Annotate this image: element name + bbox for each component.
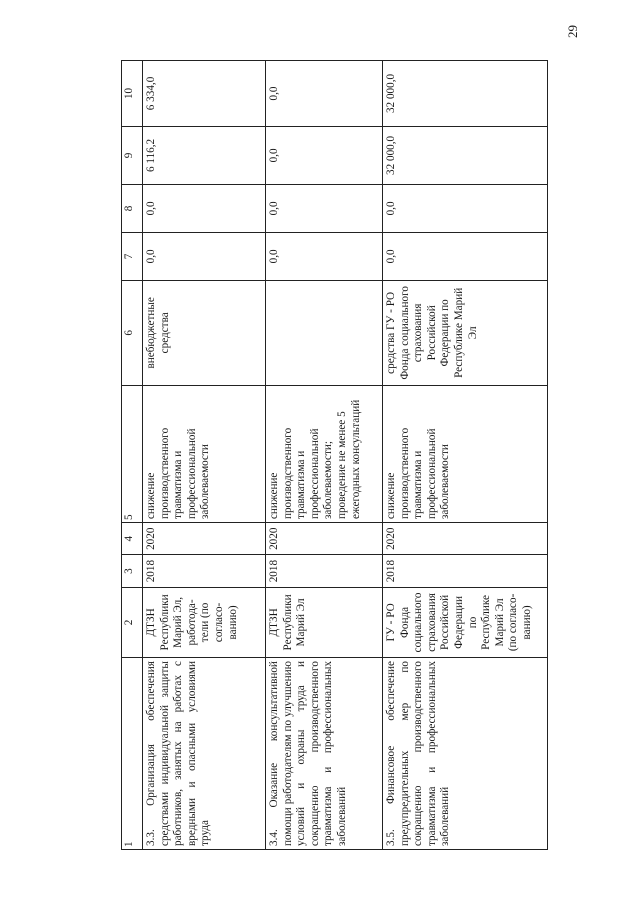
column-header-6: 6 [122,280,143,385]
measure-cell: 3.5. Финансовое обеспечение предупредительных мер по сокращению производственного травматизма и профессиональных заболеваний [383,658,548,850]
measure-cell: 3.4. Оказание консультативной помощи работодателям по улучшению условий и охраны труда и сокращению производственного травматизма и профессиональных заболеваний [266,658,383,850]
rotated-table-container [121,60,541,850]
page-number: 29 [565,25,580,38]
column-header-2: 2 [122,587,143,657]
result-cell: снижение производственного травматизма и профессиональной заболеваемости; проведение не менее 5 ежегодных консультаций [266,385,383,522]
value-cell-7: 0,0 [266,232,383,280]
funding-source-cell: внебюджетные средства [143,280,266,385]
value-cell-7: 0,0 [143,232,266,280]
value-cell-9: 32 000,0 [383,126,548,184]
value-cell-10: 6 334,0 [143,61,266,127]
value-cell-7: 0,0 [383,232,548,280]
column-header-5: 5 [122,385,143,522]
value-cell-9: 0,0 [266,126,383,184]
value-cell-8: 0,0 [383,184,548,232]
column-number-row [122,61,143,850]
column-header-8: 8 [122,184,143,232]
table-row [383,61,548,850]
column-header-7: 7 [122,232,143,280]
start-year-cell: 2018 [266,555,383,587]
start-year-cell: 2018 [143,555,266,587]
end-year-cell: 2020 [383,523,548,555]
end-year-cell: 2020 [143,523,266,555]
start-year-cell: 2018 [383,555,548,587]
table-row [266,61,383,850]
executor-cell: ДТЗН Республики Марий Эл, работода- тели (по согласо- ванию) [143,587,266,657]
funding-source-cell: средства ГУ - РО Фонда социального страхования Российской Федерации по Республике Марий Эл [383,280,548,385]
end-year-cell: 2020 [266,523,383,555]
executor-cell: ГУ - РО Фонда социального страхования Российской Федерации по Республике Марий Эл (по согласо- ванию) [383,587,548,657]
result-cell: снижение производственного травматизма и профессиональной заболеваемости [143,385,266,522]
value-cell-8: 0,0 [266,184,383,232]
value-cell-9: 6 116,2 [143,126,266,184]
result-cell: снижение производственного травматизма и профессиональной заболеваемости [383,385,548,522]
column-header-9: 9 [122,126,143,184]
column-header-4: 4 [122,523,143,555]
measure-cell: 3.3. Организация обеспечения средствами индивидуальной защиты работников, занятых на работах с вредными и опасными условиями труда [143,658,266,850]
table-row [143,61,266,850]
value-cell-10: 32 000,0 [383,61,548,127]
program-measures-table [121,60,548,850]
column-header-10: 10 [122,61,143,127]
column-header-1: 1 [122,658,143,850]
value-cell-8: 0,0 [143,184,266,232]
funding-source-cell [266,280,383,385]
value-cell-10: 0,0 [266,61,383,127]
executor-cell: ДТЗН Республики Марий Эл [266,587,383,657]
column-header-3: 3 [122,555,143,587]
